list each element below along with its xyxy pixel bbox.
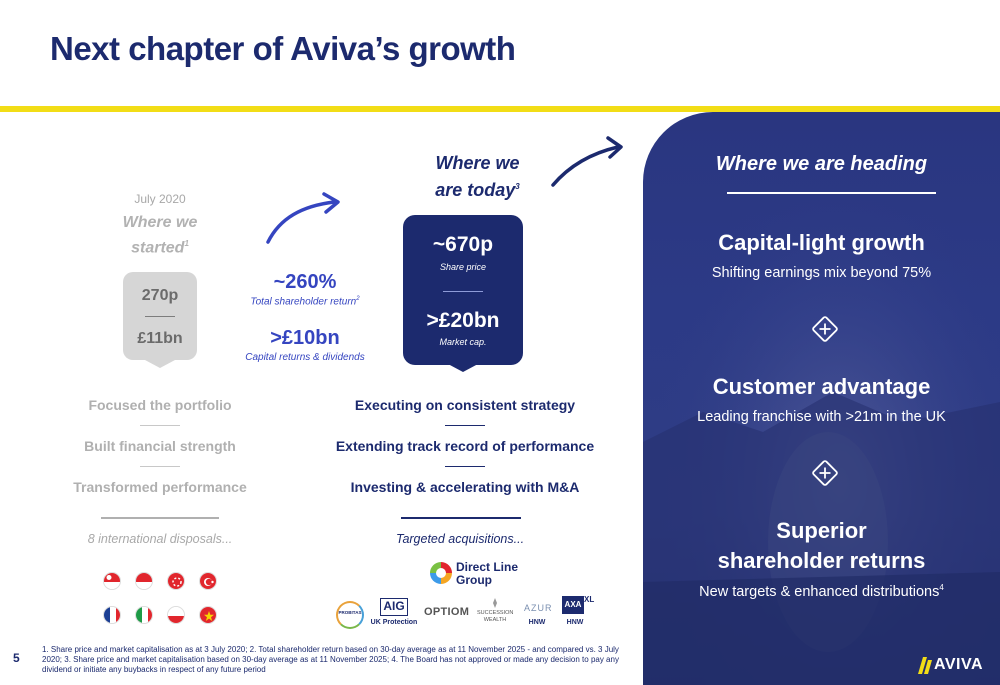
today-item-strategy: Executing on consistent strategy <box>354 397 576 413</box>
axa-logo-subtitle: HNW <box>566 619 584 626</box>
tsr-label-sup: 2 <box>356 296 360 302</box>
optiom-logo: OPTIOM <box>424 606 470 618</box>
pillar-capital-light-subtitle: Shifting earnings mix beyond 75% <box>711 265 932 281</box>
direct-line-logo-text: Direct Line <box>456 560 519 574</box>
probitas-logo-text: PROBITAS <box>338 610 362 615</box>
pillar-capital-light-title: Capital-light growth <box>718 230 925 255</box>
tsr-value: ~260% <box>273 271 337 293</box>
direct-line-logo-text-group: Group <box>456 573 492 587</box>
today-heading <box>410 151 545 202</box>
pillar-shareholder-returns-subtitle <box>643 583 1000 600</box>
flag-italy-icon <box>135 606 153 624</box>
axa-xl-logo-text: XL <box>584 595 595 604</box>
pillar-shareholder-returns-title-line1: Superior <box>776 518 867 543</box>
succession-wealth-logo-icon <box>489 598 501 608</box>
today-market-cap-label: Market cap. <box>439 337 487 347</box>
pillar-shareholder-returns-sup: 4 <box>939 583 944 592</box>
aig-logo-subtitle: UK Protection <box>370 619 418 626</box>
page-title: Next chapter of Aviva’s growth <box>50 30 516 67</box>
plus-diamond-icon <box>811 459 839 487</box>
today-item-track-record: Extending track record of performance <box>335 438 595 454</box>
azur-logo-subtitle: HNW <box>528 619 546 626</box>
started-heading <box>95 212 225 258</box>
plus-diamond-icon <box>811 315 839 343</box>
started-heading-line1: Where we <box>122 214 198 231</box>
succession-wealth-logo <box>477 610 513 624</box>
today-market-cap: >£20bn <box>426 309 500 332</box>
forward-arrow-icon <box>548 135 628 195</box>
started-rule <box>101 517 219 519</box>
today-rule <box>401 517 521 519</box>
started-heading-line2: started <box>131 239 185 257</box>
today-item-mna: Investing & accelerating with M&A <box>350 479 580 495</box>
today-heading-sup: 3 <box>515 182 520 191</box>
pillar-shareholder-returns-title-line2: shareholder returns <box>717 548 926 573</box>
pillar-shareholder-returns-title <box>643 516 1000 576</box>
started-item-financial: Built financial strength <box>84 438 236 454</box>
today-share-price: ~670p <box>432 233 494 256</box>
started-item-performance: Transformed performance <box>73 479 247 495</box>
capital-returns-value: >£10bn <box>270 327 340 349</box>
heading-panel-rule <box>727 192 936 194</box>
flag-poland-icon <box>167 606 185 624</box>
tsr-label-text: Total shareholder return <box>250 296 357 308</box>
tsr-label <box>230 296 380 307</box>
started-box-pointer <box>145 360 175 368</box>
axa-logo: AXA <box>562 596 584 614</box>
today-box-pointer <box>448 364 478 372</box>
heading-panel-title: Where we are heading <box>715 153 928 175</box>
capital-returns-label: Capital returns & dividends <box>245 352 365 363</box>
started-item-divider <box>140 466 180 467</box>
started-disposals: 8 international disposals... <box>87 532 233 546</box>
started-item-divider <box>140 425 180 426</box>
flag-indonesia-icon <box>135 572 153 590</box>
pillar-customer-advantage-title: Customer advantage <box>712 374 931 399</box>
direct-line-logo-icon <box>428 560 454 586</box>
succession-logo-line2: WEALTH <box>483 617 507 623</box>
today-item-divider <box>445 425 485 426</box>
page-number: 5 <box>13 651 20 665</box>
flag-vietnam-icon <box>199 606 217 624</box>
aig-logo: AIG <box>380 598 408 616</box>
flag-france-icon <box>103 606 121 624</box>
today-item-divider <box>445 466 485 467</box>
azur-logo: AZUR <box>524 603 553 613</box>
started-share-price: 270p <box>141 287 179 304</box>
flag-singapore-icon <box>103 572 121 590</box>
succession-logo-line1: SUCCESSION <box>477 610 514 616</box>
aviva-logo-icon <box>918 657 932 674</box>
started-date: July 2020 <box>134 192 186 206</box>
today-box-divider <box>443 291 483 292</box>
today-heading-line1: Where we <box>435 153 520 173</box>
probitas-logo-icon <box>336 601 364 629</box>
growth-arrow-icon <box>262 190 347 250</box>
started-box-divider <box>145 316 175 317</box>
started-market-cap: £11bn <box>137 330 183 347</box>
today-heading-line2: are today <box>435 180 516 200</box>
today-acquisitions: Targeted acquisitions... <box>395 532 525 546</box>
started-heading-sup: 1 <box>184 239 189 248</box>
pillar-shareholder-returns-subtitle-text: New targets & enhanced distributions <box>699 583 940 600</box>
started-item-portfolio: Focused the portfolio <box>88 397 232 413</box>
pillar-customer-advantage-subtitle: Leading franchise with >21m in the UK <box>697 409 946 425</box>
aviva-logo: AVIVA <box>934 656 984 673</box>
footnotes: 1. Share price and market capitalisation as at 3 July 2020; 2. Total shareholder return based on 30-day average as at 11 November 2025 - and compared vs. 3 July 2020; 3. Share price and market capitalisation based on 30-day average as at 11 November 2025; 4. The Board has not approved or made any decision to pay any dividend or initiate any buybacks in respect of any future period <box>42 645 619 674</box>
flag-hong-kong-icon <box>167 572 185 590</box>
today-share-price-label: Share price <box>439 262 487 272</box>
flag-turkey-icon <box>199 572 217 590</box>
